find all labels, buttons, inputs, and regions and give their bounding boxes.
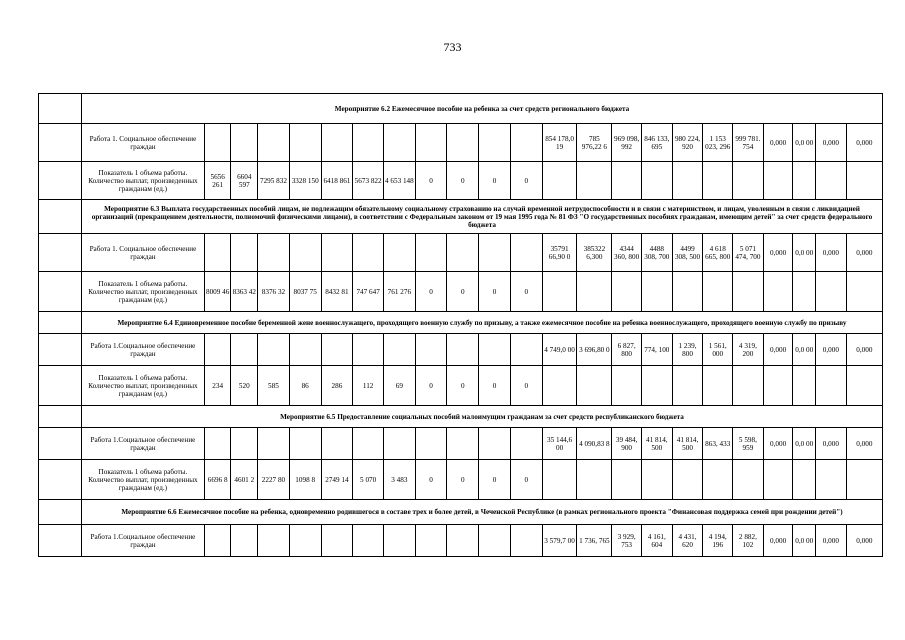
- value-cell: 585: [258, 366, 290, 406]
- value-cell: 4 090,83 8: [577, 428, 612, 460]
- value-cell: 2227 80: [258, 460, 290, 500]
- value-cell: [815, 366, 846, 406]
- value-cell: 2749 14: [321, 460, 353, 500]
- lead-cell: [39, 200, 82, 234]
- value-cell: 0,000: [846, 334, 882, 366]
- value-cell: [542, 460, 577, 500]
- indicator-row: [39, 460, 883, 500]
- value-cell: 0: [447, 272, 479, 312]
- value-cell: 4 194, 196: [703, 525, 733, 557]
- value-cell: 69: [383, 366, 415, 406]
- value-cell: [479, 525, 511, 557]
- value-cell: 0: [415, 272, 447, 312]
- value-cell: [733, 460, 764, 500]
- value-cell: [846, 272, 882, 312]
- value-cell: [612, 162, 642, 200]
- value-cell: [542, 162, 577, 200]
- value-cell: 8009 46: [204, 272, 231, 312]
- indicator-row: [39, 162, 883, 200]
- value-cell: [204, 525, 231, 557]
- value-cell: [383, 124, 415, 162]
- work-row: [39, 428, 883, 460]
- value-cell: [321, 525, 353, 557]
- value-cell: 0,000: [763, 234, 793, 272]
- value-cell: 747 647: [353, 272, 384, 312]
- value-cell: 761 276: [383, 272, 415, 312]
- value-cell: [353, 525, 384, 557]
- value-cell: 0,000: [846, 525, 882, 557]
- section-heading: Мероприятие 6.2 Ежемесячное пособие на ребенка за счет средств регионального бюджета: [82, 94, 883, 124]
- value-cell: 0,000: [815, 124, 846, 162]
- value-cell: [641, 272, 672, 312]
- section-heading-row: [39, 406, 883, 428]
- value-cell: 0,0 00: [793, 124, 816, 162]
- value-cell: [321, 124, 353, 162]
- value-cell: 234: [204, 366, 231, 406]
- value-cell: 0: [479, 162, 511, 200]
- value-cell: 4 319, 200: [733, 334, 764, 366]
- budget-table: [38, 93, 883, 557]
- value-cell: [672, 460, 703, 500]
- value-cell: [612, 366, 642, 406]
- value-cell: [231, 124, 258, 162]
- value-cell: [641, 162, 672, 200]
- section-heading: Мероприятие 6.3 Выплата государственных пособий лицам, не подлежащим обязательному социальному страхованию на случай временной нетрудоспособности и в связи с материнством, и лицам, уволенным в связи с ликвидацией организаций (прекращением деятельности, полномочий физическими лицами), в соответствии с Федеральным законом от 19 мая 1995 года № 81 ФЗ "О государственных пособиях гражданам, имеющим детей" за счет средств федерального бюджета: [82, 200, 883, 234]
- value-cell: [846, 162, 882, 200]
- value-cell: [258, 428, 290, 460]
- value-cell: 8037 75: [289, 272, 321, 312]
- value-cell: 3 483: [383, 460, 415, 500]
- value-cell: 86: [289, 366, 321, 406]
- row-label: Показатель 1 объема работы. Количество выплат, произведенных гражданам (ед.): [82, 162, 205, 200]
- section-heading-row: [39, 312, 883, 334]
- value-cell: 1 153 023, 296: [703, 124, 733, 162]
- value-cell: [733, 366, 764, 406]
- value-cell: [793, 366, 816, 406]
- value-cell: 5 598, 959: [733, 428, 764, 460]
- value-cell: [447, 124, 479, 162]
- value-cell: [447, 234, 479, 272]
- value-cell: 846 133, 695: [641, 124, 672, 162]
- value-cell: [612, 460, 642, 500]
- row-label: Показатель 1 объема работы. Количество выплат, произведенных гражданам (ед.): [82, 272, 205, 312]
- value-cell: [204, 124, 231, 162]
- value-cell: [612, 272, 642, 312]
- indicator-row: [39, 366, 883, 406]
- value-cell: [353, 334, 384, 366]
- value-cell: 39 484, 900: [612, 428, 642, 460]
- work-row: [39, 124, 883, 162]
- value-cell: [703, 366, 733, 406]
- value-cell: 5 070: [353, 460, 384, 500]
- value-cell: [231, 234, 258, 272]
- value-cell: 0: [447, 162, 479, 200]
- value-cell: [577, 460, 612, 500]
- value-cell: 0,000: [763, 428, 793, 460]
- value-cell: 0: [447, 460, 479, 500]
- value-cell: 0,000: [763, 124, 793, 162]
- value-cell: 0,000: [846, 428, 882, 460]
- value-cell: 3 696,80 0: [577, 334, 612, 366]
- value-cell: [577, 162, 612, 200]
- value-cell: [793, 460, 816, 500]
- value-cell: [289, 334, 321, 366]
- value-cell: [353, 234, 384, 272]
- lead-cell: [39, 124, 82, 162]
- value-cell: [510, 334, 542, 366]
- value-cell: [479, 124, 511, 162]
- value-cell: 3 929, 753: [612, 525, 642, 557]
- section-heading-row: [39, 94, 883, 124]
- value-cell: 0,0 00: [793, 428, 816, 460]
- value-cell: 0: [510, 272, 542, 312]
- value-cell: 0,0 00: [793, 334, 816, 366]
- value-cell: [383, 525, 415, 557]
- value-cell: 0,0 00: [793, 525, 816, 557]
- value-cell: [415, 124, 447, 162]
- value-cell: 0: [510, 162, 542, 200]
- value-cell: [353, 124, 384, 162]
- value-cell: [258, 124, 290, 162]
- value-cell: 969 098, 992: [612, 124, 642, 162]
- value-cell: [415, 334, 447, 366]
- value-cell: 0: [415, 366, 447, 406]
- value-cell: 6604 597: [231, 162, 258, 200]
- value-cell: 0,000: [846, 234, 882, 272]
- value-cell: 0,000: [815, 428, 846, 460]
- value-cell: [321, 234, 353, 272]
- value-cell: 5656 261: [204, 162, 231, 200]
- value-cell: 0: [510, 366, 542, 406]
- value-cell: 2 882, 102: [733, 525, 764, 557]
- value-cell: 774, 100: [641, 334, 672, 366]
- value-cell: [542, 366, 577, 406]
- value-cell: 863, 433: [703, 428, 733, 460]
- value-cell: 785 976,22 6: [577, 124, 612, 162]
- value-cell: 0: [479, 366, 511, 406]
- value-cell: [447, 334, 479, 366]
- value-cell: 4 618 665, 800: [703, 234, 733, 272]
- value-cell: 41 814, 500: [641, 428, 672, 460]
- value-cell: [672, 162, 703, 200]
- lead-cell: [39, 525, 82, 557]
- value-cell: [815, 162, 846, 200]
- value-cell: [763, 272, 793, 312]
- value-cell: 0: [479, 272, 511, 312]
- value-cell: 0,000: [846, 124, 882, 162]
- value-cell: 8432 81: [321, 272, 353, 312]
- value-cell: 0,0 00: [793, 234, 816, 272]
- value-cell: [510, 428, 542, 460]
- value-cell: [793, 272, 816, 312]
- value-cell: [793, 162, 816, 200]
- value-cell: 4601 2: [231, 460, 258, 500]
- value-cell: [733, 272, 764, 312]
- value-cell: [258, 234, 290, 272]
- value-cell: [204, 334, 231, 366]
- value-cell: 4 161, 604: [641, 525, 672, 557]
- value-cell: 5673 822: [353, 162, 384, 200]
- value-cell: 999 781. 754: [733, 124, 764, 162]
- value-cell: 854 178,0 19: [542, 124, 577, 162]
- value-cell: 8376 32: [258, 272, 290, 312]
- value-cell: [542, 272, 577, 312]
- value-cell: 6 827, 800: [612, 334, 642, 366]
- work-row: [39, 525, 883, 557]
- value-cell: [672, 366, 703, 406]
- lead-cell: [39, 272, 82, 312]
- section-heading: Мероприятие 6.6 Ежемесячное пособие на ребенка, одновременно родившегося в составе трех и более детей, в Чеченской Республике (в рамках регионального проекта "Финансовая поддержка семей при рождении детей"): [82, 500, 883, 525]
- lead-cell: [39, 406, 82, 428]
- value-cell: 5 071 474, 700: [733, 234, 764, 272]
- value-cell: 0: [479, 460, 511, 500]
- value-cell: [447, 525, 479, 557]
- value-cell: 35791 66,90 0: [542, 234, 577, 272]
- value-cell: [703, 162, 733, 200]
- value-cell: [383, 428, 415, 460]
- value-cell: 4488 308, 700: [641, 234, 672, 272]
- value-cell: [815, 460, 846, 500]
- value-cell: 112: [353, 366, 384, 406]
- value-cell: [763, 162, 793, 200]
- value-cell: [846, 460, 882, 500]
- value-cell: [703, 272, 733, 312]
- value-cell: [321, 428, 353, 460]
- value-cell: [383, 334, 415, 366]
- value-cell: 0: [415, 162, 447, 200]
- lead-cell: [39, 366, 82, 406]
- row-label: Работа 1. Социальное обеспечение граждан: [82, 124, 205, 162]
- section-heading-row: [39, 200, 883, 234]
- value-cell: 3328 150: [289, 162, 321, 200]
- value-cell: [204, 428, 231, 460]
- value-cell: 4 653 148: [383, 162, 415, 200]
- row-label: Показатель 1 объема работы. Количество выплат, произведенных гражданам (ед.): [82, 366, 205, 406]
- indicator-row: [39, 272, 883, 312]
- value-cell: 41 814, 500: [672, 428, 703, 460]
- work-row: [39, 334, 883, 366]
- page-number: 733: [443, 40, 462, 54]
- value-cell: 0: [447, 366, 479, 406]
- value-cell: [672, 272, 703, 312]
- value-cell: [733, 162, 764, 200]
- lead-cell: [39, 94, 82, 124]
- value-cell: [510, 234, 542, 272]
- value-cell: 6418 861: [321, 162, 353, 200]
- section-heading: Мероприятие 6.4 Единовременное пособие беременной жене военнослужащего, проходящего военную службу по призыву, а также ежемесячное пособие на ребенка военнослужащего, проходящего военную службу по призыву: [82, 312, 883, 334]
- value-cell: 0: [510, 460, 542, 500]
- lead-cell: [39, 334, 82, 366]
- value-cell: 1 239, 800: [672, 334, 703, 366]
- value-cell: [479, 428, 511, 460]
- row-label: Работа 1.Социальное обеспечение граждан: [82, 525, 205, 557]
- value-cell: [415, 428, 447, 460]
- value-cell: [479, 334, 511, 366]
- value-cell: 1098 8: [289, 460, 321, 500]
- lead-cell: [39, 428, 82, 460]
- value-cell: 8363 42: [231, 272, 258, 312]
- value-cell: [289, 525, 321, 557]
- lead-cell: [39, 500, 82, 525]
- value-cell: 4 749,0 00: [542, 334, 577, 366]
- lead-cell: [39, 162, 82, 200]
- value-cell: 4344 360, 800: [612, 234, 642, 272]
- value-cell: [763, 460, 793, 500]
- value-cell: [231, 428, 258, 460]
- row-label: Работа 1.Социальное обеспечение граждан: [82, 334, 205, 366]
- value-cell: 520: [231, 366, 258, 406]
- lead-cell: [39, 234, 82, 272]
- value-cell: 385322 6,300: [577, 234, 612, 272]
- row-label: Работа 1.Социальное обеспечение граждан: [82, 428, 205, 460]
- row-label: Работа 1. Социальное обеспечение граждан: [82, 234, 205, 272]
- work-row: [39, 234, 883, 272]
- value-cell: [231, 334, 258, 366]
- value-cell: 0,000: [763, 334, 793, 366]
- value-cell: [383, 234, 415, 272]
- value-cell: 4499 308, 500: [672, 234, 703, 272]
- value-cell: 35 144,6 00: [542, 428, 577, 460]
- value-cell: 3 579,7 00: [542, 525, 577, 557]
- value-cell: 980 224, 920: [672, 124, 703, 162]
- value-cell: [815, 272, 846, 312]
- value-cell: [289, 234, 321, 272]
- value-cell: [289, 124, 321, 162]
- value-cell: [258, 525, 290, 557]
- value-cell: 0,000: [815, 234, 846, 272]
- lead-cell: [39, 312, 82, 334]
- section-heading-row: [39, 500, 883, 525]
- section-heading: Мероприятие 6.5 Предоставление социальных пособий малоимущим гражданам за счет средств республиканского бюджета: [82, 406, 883, 428]
- value-cell: [577, 366, 612, 406]
- value-cell: [289, 428, 321, 460]
- value-cell: [641, 460, 672, 500]
- value-cell: 1 736, 765: [577, 525, 612, 557]
- value-cell: [258, 334, 290, 366]
- value-cell: [479, 234, 511, 272]
- lead-cell: [39, 460, 82, 500]
- value-cell: [641, 366, 672, 406]
- value-cell: 0,000: [815, 334, 846, 366]
- value-cell: [231, 525, 258, 557]
- value-cell: [447, 428, 479, 460]
- value-cell: 286: [321, 366, 353, 406]
- value-cell: 0,000: [763, 525, 793, 557]
- value-cell: [763, 366, 793, 406]
- value-cell: 7295 832: [258, 162, 290, 200]
- value-cell: [703, 460, 733, 500]
- value-cell: 4 431, 620: [672, 525, 703, 557]
- value-cell: [353, 428, 384, 460]
- value-cell: [415, 525, 447, 557]
- value-cell: 0: [415, 460, 447, 500]
- value-cell: [577, 272, 612, 312]
- row-label: Показатель 1 объема работы. Количество выплат, произведенных гражданам (ед.): [82, 460, 205, 500]
- value-cell: [415, 234, 447, 272]
- value-cell: 6696 8: [204, 460, 231, 500]
- value-cell: [321, 334, 353, 366]
- value-cell: [510, 525, 542, 557]
- value-cell: [846, 366, 882, 406]
- value-cell: [204, 234, 231, 272]
- value-cell: 0,000: [815, 525, 846, 557]
- value-cell: [510, 124, 542, 162]
- value-cell: 1 561, 000: [703, 334, 733, 366]
